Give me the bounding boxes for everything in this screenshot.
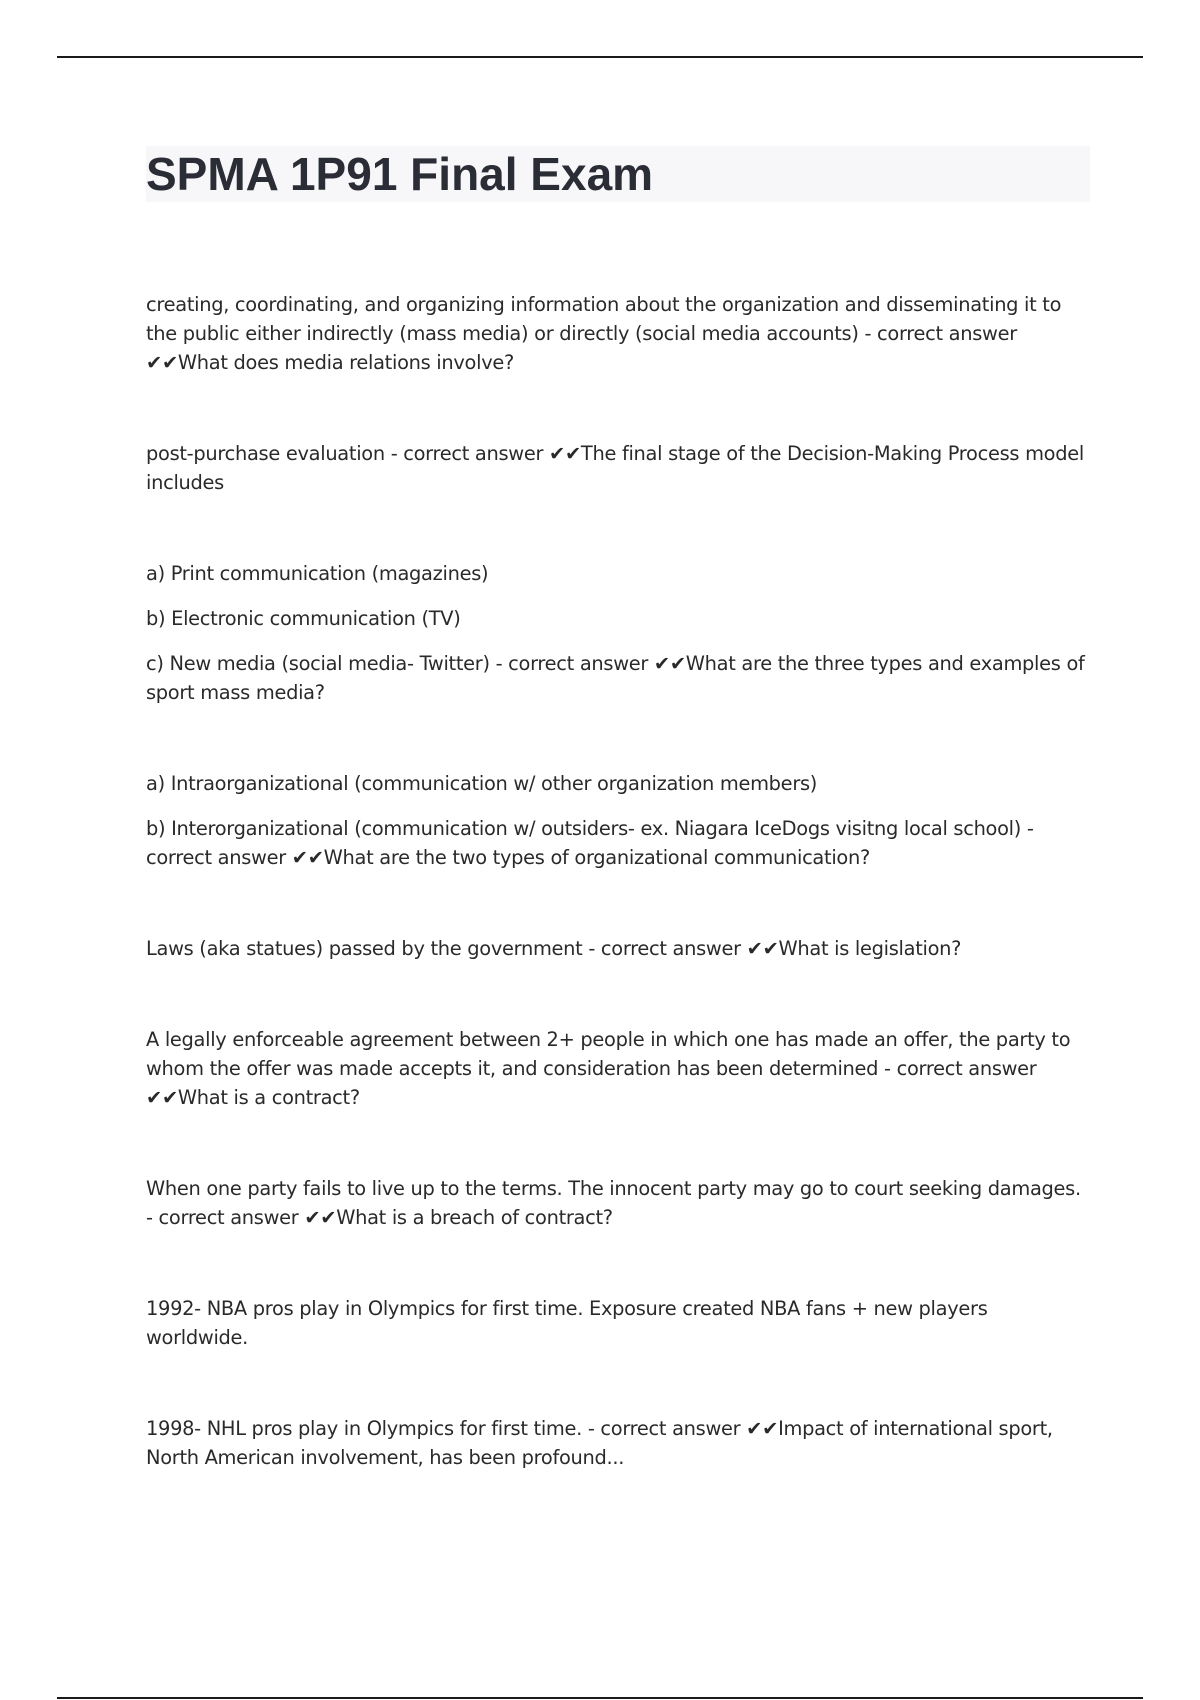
page-title: SPMA 1P91 Final Exam bbox=[146, 148, 654, 200]
flashcard bbox=[146, 1025, 1086, 1112]
flashcard bbox=[146, 559, 1086, 707]
flashcard bbox=[146, 439, 1086, 497]
card-text: b) Electronic communication (TV) bbox=[146, 607, 461, 630]
bottom-divider bbox=[57, 1697, 1143, 1699]
title-banner bbox=[146, 146, 1090, 202]
card-text: Laws (aka statues) passed by the government - correct answer ✔✔What is legislation? bbox=[146, 937, 962, 960]
top-divider bbox=[57, 56, 1143, 58]
flashcard-list bbox=[146, 290, 1086, 1472]
card-text: a) Print communication (magazines) bbox=[146, 562, 489, 585]
flashcard bbox=[146, 769, 1086, 872]
flashcard bbox=[146, 1174, 1086, 1232]
card-text: b) Interorganizational (communication w/ outsiders- ex. Niagara IceDogs visitng local school) - correct answer ✔✔What are the two types of organizational communication? bbox=[146, 817, 1034, 869]
card-text: creating, coordinating, and organizing information about the organization and disseminating it to the public either indirectly (mass media) or directly (social media accounts) - correct answer ✔✔What does media relations involve? bbox=[146, 293, 1062, 374]
flashcard bbox=[146, 290, 1086, 377]
card-text: a) Intraorganizational (communication w/ other organization members) bbox=[146, 772, 818, 795]
card-text: A legally enforceable agreement between 2+ people in which one has made an offer, the party to whom the offer was made accepts it, and consideration has been determined - correct answer ✔✔What is a contract? bbox=[146, 1028, 1071, 1109]
card-text: c) New media (social media- Twitter) - correct answer ✔✔What are the three types and examples of sport mass media? bbox=[146, 652, 1085, 704]
flashcard bbox=[146, 1414, 1086, 1472]
card-text: post-purchase evaluation - correct answer ✔✔The final stage of the Decision-Making Process model includes bbox=[146, 442, 1084, 494]
card-text: 1992- NBA pros play in Olympics for first time. Exposure created NBA fans + new players worldwide. bbox=[146, 1297, 988, 1349]
flashcard bbox=[146, 934, 1086, 963]
card-text: When one party fails to live up to the terms. The innocent party may go to court seeking damages. - correct answer ✔✔What is a breach of contract? bbox=[146, 1177, 1081, 1229]
flashcard bbox=[146, 1294, 1086, 1352]
card-text: 1998- NHL pros play in Olympics for first time. - correct answer ✔✔Impact of international sport, North American involvement, has been profound... bbox=[146, 1417, 1053, 1469]
